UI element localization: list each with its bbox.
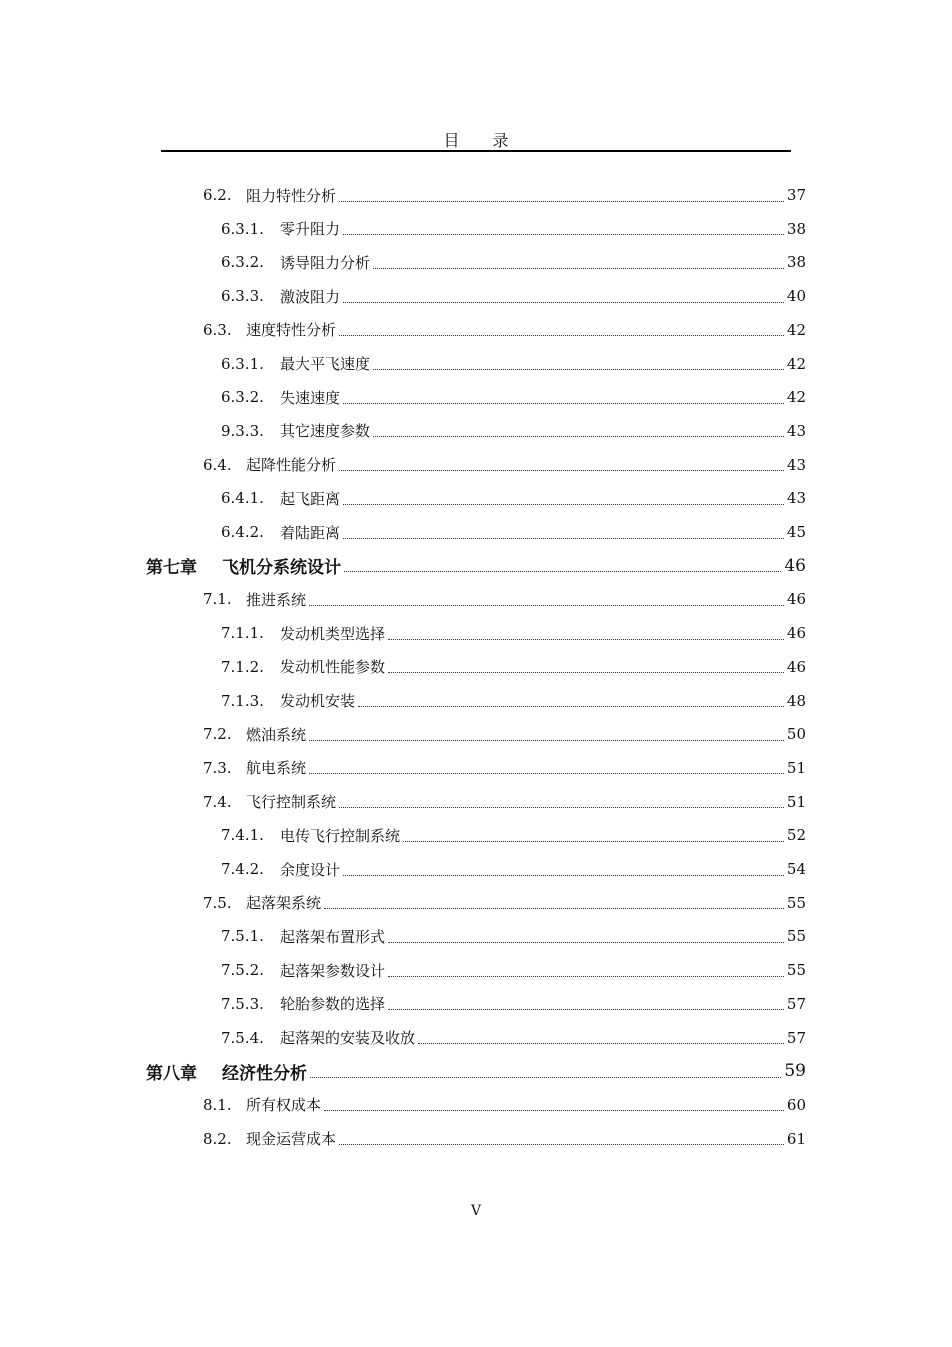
toc-entry-page: 55 bbox=[786, 893, 806, 912]
toc-entry[interactable] bbox=[203, 313, 806, 347]
toc-entry-page: 57 bbox=[786, 994, 806, 1013]
toc-entry-title: 燃油系统 bbox=[246, 725, 307, 744]
toc-entry[interactable] bbox=[221, 987, 806, 1021]
toc-entry-page: 38 bbox=[786, 253, 806, 272]
toc-entry-page: 40 bbox=[786, 287, 806, 306]
toc-entry[interactable] bbox=[221, 481, 806, 515]
toc-leader-dots bbox=[324, 908, 784, 909]
toc-entry-number: 7.2. bbox=[203, 725, 232, 744]
toc-leader-dots bbox=[388, 942, 784, 943]
toc-entry-number: 6.4.1. bbox=[221, 489, 264, 508]
toc-entry[interactable] bbox=[221, 684, 806, 718]
toc-entry[interactable] bbox=[221, 279, 806, 313]
toc-leader-dots bbox=[339, 1144, 784, 1145]
toc-entry-number: 7.5.3. bbox=[221, 994, 264, 1013]
toc-entry-title: 航电系统 bbox=[246, 759, 307, 778]
toc-leader-dots bbox=[373, 268, 784, 269]
toc-entry-title: 起落架布置形式 bbox=[280, 927, 386, 946]
toc-entry-number: 第八章 bbox=[146, 1063, 197, 1084]
toc-entry-page: 42 bbox=[786, 354, 806, 373]
toc-leader-dots bbox=[388, 976, 784, 977]
toc-entry-number: 9.3.3. bbox=[221, 421, 264, 440]
toc-entry[interactable] bbox=[203, 1088, 806, 1122]
toc-leader-dots bbox=[339, 335, 784, 336]
toc-entry-number: 7.5. bbox=[203, 893, 232, 912]
toc-entry-number: 7.5.4. bbox=[221, 1028, 264, 1047]
toc-entry[interactable] bbox=[203, 717, 806, 751]
toc-entry[interactable] bbox=[221, 953, 806, 987]
toc-entry[interactable] bbox=[203, 178, 806, 212]
toc-entry-title: 起落架系统 bbox=[246, 894, 322, 913]
toc-entry-page: 48 bbox=[786, 691, 806, 710]
toc-entry-title: 起降性能分析 bbox=[246, 456, 337, 475]
toc-entry-number: 第七章 bbox=[146, 558, 197, 579]
toc-leader-dots bbox=[339, 201, 784, 202]
toc-entry[interactable] bbox=[146, 1054, 806, 1088]
toc-entry-number: 7.1.2. bbox=[221, 657, 264, 676]
toc-entry[interactable] bbox=[203, 785, 806, 819]
toc-entry-page: 51 bbox=[786, 758, 806, 777]
toc-entry-number: 8.2. bbox=[203, 1129, 232, 1148]
toc-entry[interactable] bbox=[221, 818, 806, 852]
toc-entry-page: 38 bbox=[786, 219, 806, 238]
toc-entry[interactable] bbox=[203, 886, 806, 920]
toc-entry-number: 6.3.1. bbox=[221, 354, 264, 373]
toc-entry[interactable] bbox=[221, 347, 806, 381]
toc-entry-title: 现金运营成本 bbox=[246, 1130, 337, 1149]
toc-entry-title: 诱导阻力分析 bbox=[280, 253, 371, 272]
toc-entry-title: 最大平飞速度 bbox=[280, 355, 371, 373]
toc-entry[interactable] bbox=[221, 650, 806, 684]
toc-leader-dots bbox=[310, 1077, 781, 1078]
toc-entry[interactable] bbox=[221, 919, 806, 953]
toc-entry-number: 7.1. bbox=[203, 590, 232, 609]
toc-entry-page: 37 bbox=[786, 186, 806, 204]
toc-entry-title: 起飞距离 bbox=[280, 489, 341, 508]
toc-entry[interactable] bbox=[221, 616, 806, 650]
toc-entry-title: 起落架的安装及收放 bbox=[280, 1029, 416, 1047]
toc-entry-number: 6.3.3. bbox=[221, 287, 264, 306]
toc-entry-page: 55 bbox=[786, 927, 806, 946]
page-number: V bbox=[470, 1203, 482, 1219]
toc-entry-page: 42 bbox=[786, 388, 806, 407]
toc-entry-number: 7.4.1. bbox=[221, 826, 264, 845]
toc-leader-dots bbox=[343, 403, 784, 404]
toc-entry[interactable] bbox=[221, 414, 806, 448]
toc-entry-page: 45 bbox=[786, 523, 806, 541]
toc-leader-dots bbox=[309, 740, 784, 741]
toc-entry-title: 零升阻力 bbox=[280, 220, 341, 239]
toc-entry[interactable] bbox=[221, 245, 806, 279]
toc-entry-number: 7.5.2. bbox=[221, 961, 264, 980]
toc-entry-page: 42 bbox=[786, 320, 806, 339]
toc-entry-number: 6.2. bbox=[203, 186, 232, 204]
toc-leader-dots bbox=[418, 1043, 784, 1044]
toc-leader-dots bbox=[358, 706, 784, 707]
toc-entry-page: 61 bbox=[786, 1129, 806, 1148]
toc-entry-number: 6.3.1. bbox=[221, 219, 264, 238]
toc-entry-title: 飞机分系统设计 bbox=[222, 558, 341, 579]
toc-entry-page: 46 bbox=[786, 590, 806, 609]
toc-entry-number: 7.5.1. bbox=[221, 927, 264, 946]
toc-entry[interactable] bbox=[203, 582, 806, 616]
toc-entry-number: 6.3.2. bbox=[221, 253, 264, 272]
toc-entry-title: 发动机类型选择 bbox=[280, 624, 386, 643]
toc-leader-dots bbox=[344, 571, 781, 572]
toc-entry-title: 速度特性分析 bbox=[246, 321, 337, 340]
toc-leader-dots bbox=[309, 605, 784, 606]
toc-leader-dots bbox=[388, 672, 784, 673]
toc-entry-title: 余度设计 bbox=[280, 860, 341, 879]
toc-leader-dots bbox=[339, 807, 784, 808]
toc-entry-title: 失速速度 bbox=[280, 388, 341, 407]
toc-leader-dots bbox=[388, 639, 784, 640]
toc-entry-title: 着陆距离 bbox=[280, 523, 341, 542]
toc-entry[interactable] bbox=[146, 549, 806, 583]
toc-entry-page: 50 bbox=[786, 725, 806, 744]
toc-entry[interactable] bbox=[203, 1122, 806, 1156]
toc-leader-dots bbox=[373, 369, 784, 370]
toc-leader-dots bbox=[343, 875, 784, 876]
toc-entry-title: 电传飞行控制系统 bbox=[280, 826, 401, 845]
toc-leader-dots bbox=[343, 504, 784, 505]
toc-entry-number: 7.4.2. bbox=[221, 860, 264, 878]
toc-leader-dots bbox=[343, 538, 784, 539]
toc-entry-title: 阻力特性分析 bbox=[246, 186, 337, 205]
toc-entry[interactable] bbox=[221, 212, 806, 246]
toc-entry-page: 43 bbox=[786, 421, 806, 440]
toc-leader-dots bbox=[339, 470, 784, 471]
toc-entry-number: 6.3. bbox=[203, 320, 232, 339]
toc-leader-dots bbox=[324, 1110, 784, 1111]
toc-entry-page: 57 bbox=[786, 1028, 806, 1047]
toc-entry-title: 其它速度参数 bbox=[280, 422, 371, 441]
toc-entry-page: 59 bbox=[784, 1061, 806, 1082]
toc-entry-number: 7.4. bbox=[203, 792, 232, 811]
toc-entry[interactable] bbox=[221, 380, 806, 414]
toc-entry-number: 8.1. bbox=[203, 1095, 232, 1114]
toc-entry[interactable] bbox=[203, 751, 806, 785]
toc-leader-dots bbox=[388, 1009, 784, 1010]
toc-entry[interactable] bbox=[203, 448, 806, 482]
header-rule bbox=[161, 150, 791, 152]
toc-entry[interactable] bbox=[221, 1021, 806, 1055]
toc-entry-page: 51 bbox=[786, 792, 806, 811]
toc-entry-page: 54 bbox=[786, 860, 806, 878]
toc-entry-title: 飞行控制系统 bbox=[246, 793, 337, 812]
toc-entry-number: 6.4.2. bbox=[221, 523, 264, 541]
toc-entry-title: 推进系统 bbox=[246, 590, 307, 609]
toc-entry-page: 55 bbox=[786, 961, 806, 980]
toc-entry-number: 6.4. bbox=[203, 455, 232, 474]
toc-entry-title: 经济性分析 bbox=[222, 1063, 307, 1084]
toc-entry-page: 60 bbox=[786, 1095, 806, 1114]
toc-entry[interactable] bbox=[221, 852, 806, 886]
toc-leader-dots bbox=[309, 773, 784, 774]
toc-leader-dots bbox=[403, 841, 784, 842]
toc-leader-dots bbox=[343, 234, 784, 235]
toc-entry-page: 43 bbox=[786, 455, 806, 474]
toc-entry-title: 发动机安装 bbox=[280, 692, 356, 710]
toc-entry-page: 46 bbox=[784, 555, 806, 576]
toc-entry-title: 起落架参数设计 bbox=[280, 961, 386, 980]
page-header-title: 目 录 bbox=[443, 131, 523, 150]
toc-leader-dots bbox=[373, 436, 784, 437]
toc-entry-number: 6.3.2. bbox=[221, 388, 264, 407]
toc-leader-dots bbox=[343, 302, 784, 303]
toc-entry-number: 7.3. bbox=[203, 758, 232, 777]
toc-entry-number: 7.1.1. bbox=[221, 624, 264, 643]
toc-entry-title: 激波阻力 bbox=[280, 287, 341, 306]
toc-entry-number: 7.1.3. bbox=[221, 691, 264, 710]
toc-entry-page: 46 bbox=[786, 624, 806, 643]
toc-entry-title: 所有权成本 bbox=[246, 1096, 322, 1115]
toc-entry-title: 发动机性能参数 bbox=[280, 658, 386, 677]
toc-entry-title: 轮胎参数的选择 bbox=[280, 995, 386, 1014]
toc-entry[interactable] bbox=[221, 515, 806, 549]
toc-entry-page: 46 bbox=[786, 657, 806, 676]
toc-entry-page: 52 bbox=[786, 826, 806, 845]
toc-entry-page: 43 bbox=[786, 489, 806, 508]
